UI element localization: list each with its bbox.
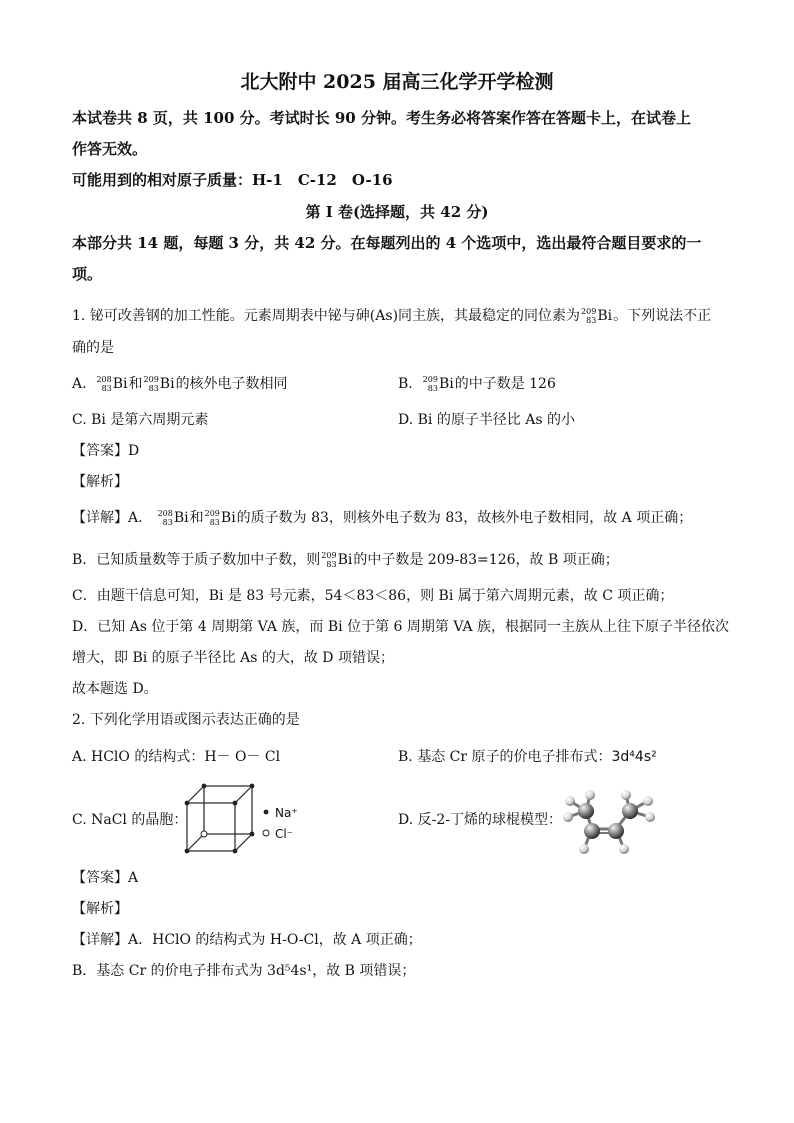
q1-option-b [398,374,556,394]
q1-analysis-tag: 【解析】 [72,474,128,490]
q2-answer [72,868,138,888]
mass-number: 208 [96,375,112,384]
nuclide-bi-209 [423,374,454,394]
atomic-number: 83 [101,384,112,393]
legend-na-marker [264,810,269,815]
q2-stem: 2. 下列化学用语或图示表达正确的是 [72,712,300,728]
element-symbol: Bi [438,376,454,392]
option-text: B. 基态 Cr 原子的价电子排布式： [398,749,612,765]
carbon-atom [578,803,594,819]
cell-edge [235,786,252,803]
answer-tag: 【答案】 [72,870,128,886]
atomic-mass-note: 可能用到的相对原子质量：H-1 C-12 O-16 [72,171,393,189]
nuclide-bi-208 [158,508,189,528]
hydrogen-atom [565,796,575,806]
trans-2-butene-ball-stick-model [554,787,664,857]
hydrogen-atom [621,790,631,800]
nuclide-bi-208 [96,374,127,394]
option-letter: A. [72,376,87,392]
page-title: 北大附中 2025 届高三化学开学检测 [240,71,554,93]
cell-edge [235,834,252,851]
q1-detail-line-4: D．已知 As 位于第 4 周期第 VA 族，而 Bi 位于第 6 周期第 VA 族，根据同一主族从上往下原子半径依次 [72,619,730,635]
intro-line-2: 作答无效。 [72,140,148,158]
na-ion [250,784,255,789]
q1-detail-line-6: 故本题选 D。 [72,681,158,697]
q1-detail-line-5: 增大，即 Bi 的原子半径比 As 的大，故 D 项错误； [72,650,394,666]
q1-answer [72,441,139,461]
detail-text: B．已知质量数等于质子数加中子数，则 [72,552,321,568]
atomic-number: 83 [427,384,438,393]
cell-edge [187,786,204,803]
mass-number: 208 [157,509,173,518]
q2-option-d: D. 反-2-丁烯的球棍模型： [398,812,562,828]
nuclide-bi-209 [144,374,175,394]
answer-tag: 【答案】 [72,443,128,459]
mass-number: 209 [143,375,159,384]
element-symbol: Bi [173,510,189,526]
mass-number: 209 [581,307,597,316]
hydrogen-atom [645,812,655,822]
hydrogen-atom [643,796,653,806]
option-text: 和 [128,376,143,392]
mass-number: 209 [422,375,438,384]
q1-detail-line-1 [72,508,692,528]
nuclide-bi-209 [205,508,236,528]
element-symbol: Bi [597,308,613,324]
na-ion [233,801,238,806]
na-ion [185,801,190,806]
option-text: 的核外电子数相同 [175,376,288,392]
electron-config: 3d⁴4s² [611,749,657,765]
option-letter: B. [398,376,413,392]
atomic-number: 83 [209,518,220,527]
cell-edge [187,834,204,851]
q1-stem-line-2: 确的是 [72,340,114,356]
answer-value: D [128,443,140,459]
mass-number: 209 [321,551,337,560]
hydrogen-atom [563,812,573,822]
carbon-atom [608,823,624,839]
atomic-number: 83 [586,316,597,325]
na-ion [233,849,238,854]
detail-text: A．HClO 的结构式为 H-O-Cl，故 A 项正确； [128,932,422,948]
instruction-line-1: 本部分共 14 题，每题 3 分，共 42 分。在每题列出的 4 个选项中，选出最符合题目要求的一 [72,234,702,252]
nuclide-bi-209 [581,306,612,326]
option-text: 的中子数是 126 [454,376,556,392]
instruction-line-2: 项。 [72,265,103,283]
legend-cl-marker [263,830,269,836]
q1-stem-text: 1. 铋可改善钢的加工性能。元素周期表中铋与砷(As)同主族，其最稳定的同位素为 [72,308,581,324]
q2-option-b [398,747,657,767]
carbon-atom [622,803,638,819]
atomic-number: 83 [162,518,173,527]
section-heading: 第 I 卷(选择题，共 42 分) [305,203,489,221]
atomic-number: 83 [148,384,159,393]
na-ion [185,849,190,854]
q1-stem-text-2: 。下列说法不正 [613,308,712,324]
atomic-number: 83 [326,560,337,569]
q1-detail-line-2 [72,550,619,570]
detail-text: 和 [189,510,204,526]
q1-stem-line-1 [72,306,711,326]
q1-option-a [72,374,288,394]
bonds [568,795,650,849]
q2-option-c: C. NaCl 的晶胞： [72,812,188,828]
nuclide-bi-209 [321,550,352,570]
legend-na-label: Na⁺ [275,806,298,820]
hydrogen-atom [585,790,595,800]
element-symbol: Bi [112,376,128,392]
element-symbol: Bi [159,376,175,392]
legend-cl-label: Cl⁻ [275,827,294,841]
q1-option-d: D. Bi 的原子半径比 As 的小 [398,412,576,428]
hydrogen-atom [619,844,629,854]
na-ion [250,832,255,837]
q1-detail-line-3: C．由题干信息可知，Bi 是 83 号元素，54＜83＜86，则 Bi 属于第六周期元素，故 C 项正确； [72,588,674,604]
detail-text: 的质子数为 83，则核外电子数为 83，故核外电子数相同，故 A 项正确； [236,510,693,526]
detail-text: A． [128,510,153,526]
q1-option-c: C. Bi 是第六周期元素 [72,412,209,428]
carbon-atom [584,823,600,839]
detail-text: 的中子数是 209-83=126，故 B 项正确； [353,552,619,568]
element-symbol: Bi [220,510,236,526]
na-ion [202,784,207,789]
element-symbol: Bi [337,552,353,568]
cl-ion [201,831,207,837]
detail-tag: 【详解】 [72,510,128,526]
q2-option-a: A. HClO 的结构式：H－ O－ Cl [72,749,281,765]
hydrogen-atom [579,844,589,854]
mass-number: 209 [204,509,220,518]
detail-tag: 【详解】 [72,932,128,948]
q2-detail-line-2: B．基态 Cr 的价电子排布式为 3d⁵4s¹，故 B 项错误； [72,963,416,979]
q2-detail-line-1 [72,930,422,950]
answer-value: A [128,870,139,886]
q2-analysis-tag: 【解析】 [72,901,128,917]
intro-line-1: 本试卷共 8 页，共 100 分。考试时长 90 分钟。考生务必将答案作答在答题卡上，在试卷上 [72,109,691,127]
nacl-unit-cell-diagram [182,783,312,858]
